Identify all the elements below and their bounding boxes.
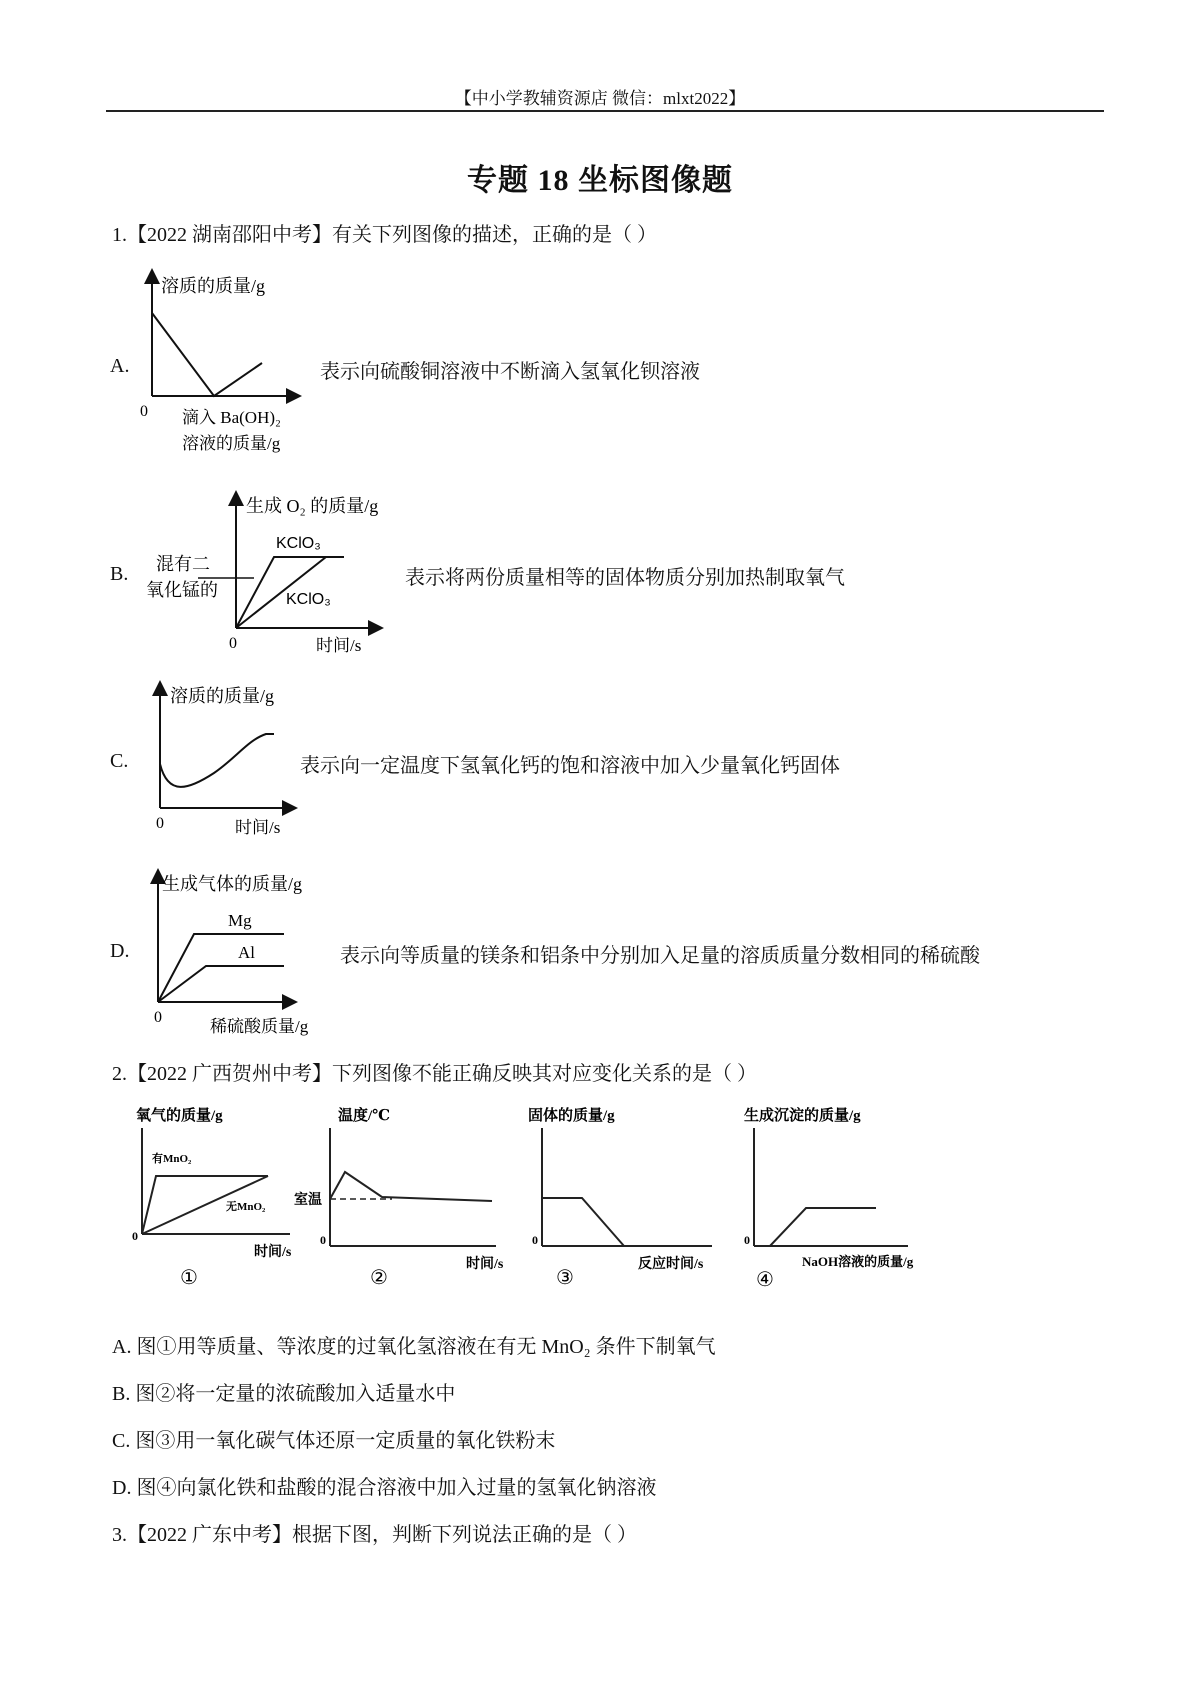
side-label-line2: 氧化锰的: [146, 580, 218, 600]
q1-option-c-graph: [140, 678, 310, 843]
y-axis-label: 生成 O₂ 的质量/g: [246, 496, 379, 516]
q2-option-b: B. 图②将一定量的浓硫酸加入适量水中: [112, 1383, 456, 1405]
q1-option-c-letter: C.: [110, 750, 129, 772]
x-axis-label-line2: 溶液的质量/g: [182, 434, 281, 453]
room-temp-label: 室温: [294, 1193, 322, 1208]
x-axis-label: 稀硫酸质量/g: [210, 1017, 309, 1036]
origin-label: 0: [320, 1233, 326, 1247]
y-axis-label: 溶质的质量/g: [161, 276, 266, 296]
question-2-stem: 2.【2022 广西贺州中考】下列图像不能正确反映其对应变化关系的是（ ）: [112, 1063, 757, 1085]
q2-graph-4: [744, 1106, 914, 1291]
label-with-mno2: 有MnO₂: [152, 1153, 192, 1165]
x-axis-label-line1: 滴入 Ba(OH)₂: [182, 408, 281, 427]
figure-number: ④: [756, 1269, 774, 1291]
y-axis-label: 温度/℃: [338, 1108, 391, 1124]
q1-option-d-graph: [140, 866, 340, 1041]
curve-mg: [158, 934, 284, 1002]
q1-option-b-graph: [140, 488, 400, 663]
q1-option-b-desc: 表示将两份质量相等的固体物质分别加热制取氧气: [405, 567, 845, 589]
page-title: 专题 18 坐标图像题: [467, 164, 733, 197]
origin-label: 0: [132, 1229, 138, 1243]
origin-label: 0: [744, 1233, 750, 1247]
origin-label: 0: [154, 1009, 162, 1026]
curve: [754, 1208, 876, 1246]
q2-graph-3: [528, 1106, 712, 1289]
figure-number: ②: [370, 1267, 388, 1289]
figure-number: ①: [180, 1267, 198, 1289]
curve: [160, 734, 274, 787]
series-label-al: Al: [238, 943, 255, 962]
curve: [330, 1172, 492, 1201]
x-axis-label: 时间/s: [466, 1257, 504, 1272]
series-label-mg: Mg: [228, 911, 252, 930]
curve-al: [158, 966, 284, 1002]
q1-option-d-desc: 表示向等质量的镁条和铝条中分别加入足量的溶质质量分数相同的稀硫酸: [340, 945, 980, 967]
q1-option-a-graph: [130, 268, 310, 468]
q2-graph-1: [132, 1106, 292, 1289]
q2-figure-strip: [120, 1100, 950, 1300]
x-axis-label: 时间/s: [235, 818, 281, 837]
series-label-bottom: KClO₃: [286, 591, 331, 608]
origin-label: 0: [156, 815, 164, 832]
side-label-line1: 混有二: [156, 554, 210, 574]
header-divider: [106, 110, 1104, 112]
x-axis-label: NaOH溶液的质量/g: [802, 1254, 914, 1269]
origin-label: 0: [229, 635, 237, 652]
y-axis-label: 生成沉淀的质量/g: [744, 1108, 861, 1124]
q2-option-c: C. 图③用一氧化碳气体还原一定质量的氧化铁粉末: [112, 1430, 556, 1452]
x-axis-label: 时间/s: [254, 1245, 292, 1260]
y-axis-label: 生成气体的质量/g: [162, 874, 303, 894]
y-axis-label: 氧气的质量/g: [136, 1108, 223, 1124]
origin-label: 0: [532, 1233, 538, 1247]
y-axis-label: 固体的质量/g: [528, 1108, 615, 1124]
q1-option-d-letter: D.: [110, 940, 130, 962]
series-label-top: KClO₃: [276, 535, 321, 552]
q1-option-c-desc: 表示向一定温度下氢氧化钙的饱和溶液中加入少量氧化钙固体: [300, 755, 840, 777]
q1-option-b-letter: B.: [110, 563, 129, 585]
q1-option-a-letter: A.: [110, 355, 130, 377]
q1-option-a-desc: 表示向硫酸铜溶液中不断滴入氢氧化钡溶液: [320, 361, 700, 383]
x-axis-label: 时间/s: [316, 636, 362, 655]
question-3-stem: 3.【2022 广东中考】根据下图，判断下列说法正确的是（ ）: [112, 1524, 637, 1546]
x-axis-label: 反应时间/s: [638, 1257, 704, 1272]
label-without-mno2: 无MnO₂: [226, 1201, 266, 1213]
q2-option-d: D. 图④向氯化铁和盐酸的混合溶液中加入过量的氢氧化钠溶液: [112, 1477, 657, 1499]
q2-option-a: A. 图①用等质量、等浓度的过氧化氢溶液在有无 MnO₂ 条件下制氧气: [112, 1336, 716, 1358]
curve: [542, 1198, 624, 1246]
origin-label: 0: [140, 403, 148, 420]
question-1-stem: 1.【2022 湖南邵阳中考】有关下列图像的描述，正确的是（ ）: [112, 224, 657, 246]
figure-number: ③: [556, 1267, 574, 1289]
q2-graph-2: [294, 1106, 504, 1289]
y-axis-label: 溶质的质量/g: [170, 686, 275, 706]
curve: [152, 313, 262, 396]
page-header: 【中小学教辅资源店 微信：mlxt2022】: [454, 89, 746, 108]
